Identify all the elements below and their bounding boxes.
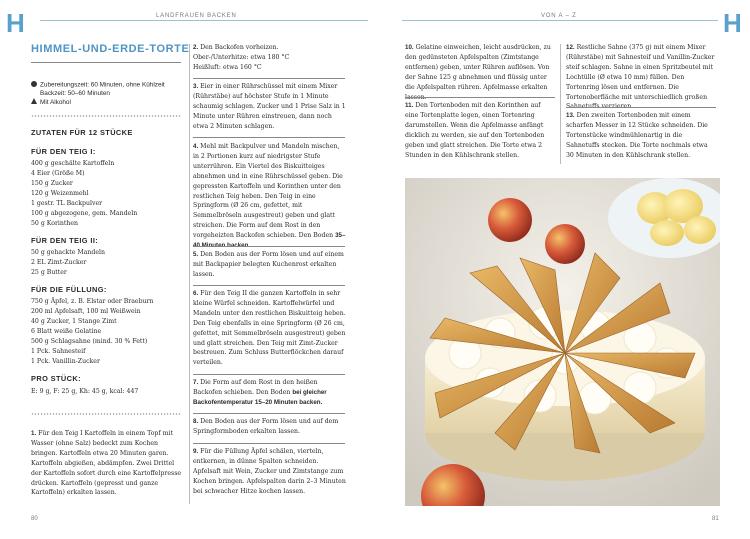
ingredient-item: 150 g Zucker — [31, 180, 73, 187]
step-1 — [31, 429, 184, 498]
ingredient-item: 50 g Korinthen — [31, 220, 78, 227]
group-heading: FÜR DEN TEIG I: — [31, 147, 96, 156]
step-text: Den Boden aus der Form lösen und auf einem mit Backpapier belegten Kuchenrost erkalten lassen. — [193, 251, 344, 278]
recipe-title: HIMMEL-UND-ERDE-TORTE — [31, 43, 190, 55]
column-divider-1 — [189, 44, 190, 504]
step-7 — [193, 378, 346, 408]
ingredient-group-3 — [31, 285, 191, 367]
step-text: Gelatine einweichen, leicht ausdrücken, zu den gedünsteten Apfelspalten (Zimtstange entfernen) geben, unter Rühren auflösen. Von der Sahne 125 g abnehmen und flüssig unter die Apfelspalten rühren. Apfelmasse erkalten lassen. — [405, 44, 551, 101]
step-rule — [193, 246, 345, 247]
oven-temp-fan: Heißluft: etwa 160 °C — [193, 63, 262, 71]
group-heading: FÜR DIE FÜLLUNG: — [31, 285, 107, 294]
header-rule-right — [402, 20, 718, 21]
prep-time: Zubereitungszeit: 60 Minuten, ohne Kühlzeit — [40, 81, 165, 89]
step-text: Für den Teig I Kartoffeln in einem Topf mit Wasser (ohne Salz) bedeckt zum Kochen bringen. Kartoffeln etwa 20 Minuten garen. Kartoffeln abgießen, abdämpfen. Zwei Drittel der Kartoffeln sofort durch eine Kartoffelpresse drücken. Kartoffeln (gepresst und ganze Kartoffeln) erkalten lassen. — [31, 430, 182, 497]
step-number: 4. — [193, 143, 199, 150]
page-number-left: 80 — [31, 516, 38, 522]
step-5 — [193, 250, 346, 280]
step-text: Restliche Sahne (375 g) mit einem Mixer (Rührstäbe) mit Sahnesteif und Vanillin-Zucker steif schlagen. Sahne in einen Spritzbeutel mit Lochtülle (Ø etwa 10 mm) füllen. Den Tortenring lösen und entfernen. Die Tortenoberfläche mit unterschiedlich großen Sahnetuffs verzieren. — [566, 44, 715, 111]
dotted-divider-2 — [31, 412, 181, 416]
step-bold-text: 35–40 Minuten backen. — [193, 232, 346, 250]
ingredient-item: 120 g Weizenmehl — [31, 190, 89, 197]
step-text: Eier in einer Rührschüssel mit einem Mixer (Rührstäbe) auf höchster Stufe in 1 Minute schaumig schlagen. Zucker und 1 Prise Salz in 1 Minute unter Rühren einstreuen, dann noch etwa 2 Minuten schlagen. — [193, 83, 346, 130]
per-piece-values: E: 9 g, F: 25 g, Kh: 45 g, kcal: 447 — [31, 388, 139, 395]
page-number-right: 81 — [712, 516, 719, 522]
step-4 — [193, 142, 346, 251]
running-head-left: LANDFRAUEN BACKEN — [156, 13, 237, 19]
step-text: Den Tortenboden mit den Korinthen auf eine Tortenplatte legen, einen Tortenring darumstellen. Wenn die Apfelmasse anfängt dicklich zu werden, sie auf den Tortenboden geben und glatt streichen. Die Torte etwa 2 Stunden in den Kühlschrank stellen. — [405, 102, 545, 159]
ingredient-item: 1 Pck. Vanillin-Zucker — [31, 358, 100, 365]
step-rule — [193, 78, 345, 79]
ingredient-item: 500 g Schlagsahne (mind. 30 % Fett) — [31, 338, 148, 345]
ingredient-item: 400 g geschälte Kartoffeln — [31, 160, 115, 167]
step-number: 10. — [405, 44, 414, 51]
step-13 — [566, 111, 716, 161]
step-text: Für die Füllung Äpfel schälen, vierteln, entkernen, in dünne Spalten schneiden. Apfelsaft mit Wein, Zucker und Zimtstange zum Kochen bringen. Apfelspalten darin 2–3 Minuten bei schwacher Hitze kochen lassen. — [193, 448, 346, 495]
ingredient-group-2 — [31, 236, 186, 278]
running-head-right: VON A – Z — [541, 13, 577, 19]
ingredient-item: 6 Blatt weiße Gelatine — [31, 328, 102, 335]
step-number: 6. — [193, 290, 199, 297]
step-rule — [566, 107, 716, 108]
oven-temp-top: Ober-/Unterhitze: etwa 180 °C — [193, 53, 290, 61]
bake-time: Backzeit: 50–60 Minuten — [40, 89, 110, 97]
step-number: 5. — [193, 251, 199, 258]
ingredient-item: 1 Pck. Sahnesteif — [31, 348, 86, 355]
step-rule — [193, 374, 345, 375]
section-letter-left: H — [6, 8, 25, 38]
recipe-meta — [31, 81, 191, 108]
step-number: 3. — [193, 83, 199, 90]
step-3 — [193, 82, 346, 132]
per-piece-heading: PRO STÜCK: — [31, 374, 81, 383]
step-text: Für den Teig II die ganzen Kartoffeln in sehr kleine Würfel schneiden. Kartoffelwürfel und Mandeln unter den restlichen Biskuitteig heben. Den Teig ebenfalls in eine Springform (Ø 26 cm, gefettet, mit Semmelbröseln ausgestreut) geben und glatt streichen. Den Teig mit Zimt-Zucker bestreuen. Zum Schluss Butterflöckchen darauf verteilen. — [193, 290, 346, 367]
step-rule — [193, 413, 345, 414]
alcohol-triangle-icon — [31, 98, 37, 104]
ingredient-group-1 — [31, 147, 186, 229]
step-9 — [193, 447, 346, 497]
step-6 — [193, 289, 346, 368]
ingredient-item: 750 g Äpfel, z. B. Elstar oder Braeburn — [31, 298, 154, 305]
step-number: 13. — [566, 112, 575, 119]
step-10 — [405, 43, 555, 102]
step-rule — [405, 97, 555, 98]
step-text: Mehl mit Backpulver und Mandeln mischen, in 2 Portionen kurz auf niedrigster Stufe unterrühren. Ein Viertel des Biskuitteiges abnehmen und in eine Rührschüssel geben. Die gepressten Kartoffeln und Korinthen unter den restlichen Teig heben. Den Teig in eine Springform (Ø 26 cm, gefettet, mit Semmelbröseln ausgestreut) geben und glatt streichen. Die Form auf dem Rost in den vorgeheizten Backofen schieben. Den Boden — [193, 143, 343, 240]
step-11 — [405, 101, 555, 160]
step-rule — [193, 285, 345, 286]
clock-icon — [31, 81, 37, 87]
group-heading: FÜR DEN TEIG II: — [31, 236, 99, 245]
ingredient-item: 100 g abgezogene, gem. Mandeln — [31, 210, 138, 217]
ingredient-item: 1 gestr. TL Backpulver — [31, 200, 103, 207]
step-number: 8. — [193, 418, 199, 425]
cake-photo — [405, 178, 720, 506]
ingredient-item: 200 ml Apfelsaft, 100 ml Weißwein — [31, 308, 141, 315]
step-number: 2. — [193, 44, 199, 51]
step-rule — [193, 443, 345, 444]
title-rule — [31, 62, 181, 63]
step-text: Den Backofen vorheizen. — [200, 44, 279, 51]
ingredient-item: 50 g gehackte Mandeln — [31, 249, 105, 256]
nutrition — [31, 374, 191, 397]
step-rule — [193, 137, 345, 138]
step-number: 9. — [193, 448, 199, 455]
ingredient-item: 40 g Zucker, 1 Stange Zimt — [31, 318, 117, 325]
step-12 — [566, 43, 716, 112]
ingredients-heading: ZUTATEN FÜR 12 STÜCKE — [31, 128, 133, 137]
ingredient-item: 2 EL Zimt-Zucker — [31, 259, 87, 266]
step-number: 12. — [566, 44, 575, 51]
column-divider-2 — [560, 44, 561, 164]
header-rule-left — [40, 20, 368, 21]
ingredient-item: 25 g Butter — [31, 269, 67, 276]
step-number: 7. — [193, 379, 199, 386]
step-8 — [193, 417, 346, 437]
step-text: Den Boden aus der Form lösen und auf dem Springformboden erkalten lassen. — [193, 418, 339, 435]
step-number: 1. — [31, 430, 37, 437]
step-number: 11. — [405, 102, 414, 109]
dotted-divider-1 — [31, 114, 181, 118]
step-text: Die Form auf dem Rost in den heißen Backofen schieben. Den Boden — [193, 379, 318, 396]
step-2 — [193, 43, 345, 73]
step-bold-text: bei gleicher Backofentemperatur 15–20 Minuten backen. — [193, 388, 327, 406]
section-letter-right: H — [723, 8, 742, 38]
ingredient-item: 4 Eier (Größe M) — [31, 170, 85, 177]
alcohol-note: Mit Alkohol — [40, 99, 71, 107]
step-text: Den zweiten Tortenboden mit einem scharfen Messer in 12 Stücke schneiden. Die Tortenstücke windmühlenartig in die Sahnetuffs stecken. Die Torte nochmals etwa 30 Minuten in den Kühlschrank stellen. — [566, 112, 708, 159]
